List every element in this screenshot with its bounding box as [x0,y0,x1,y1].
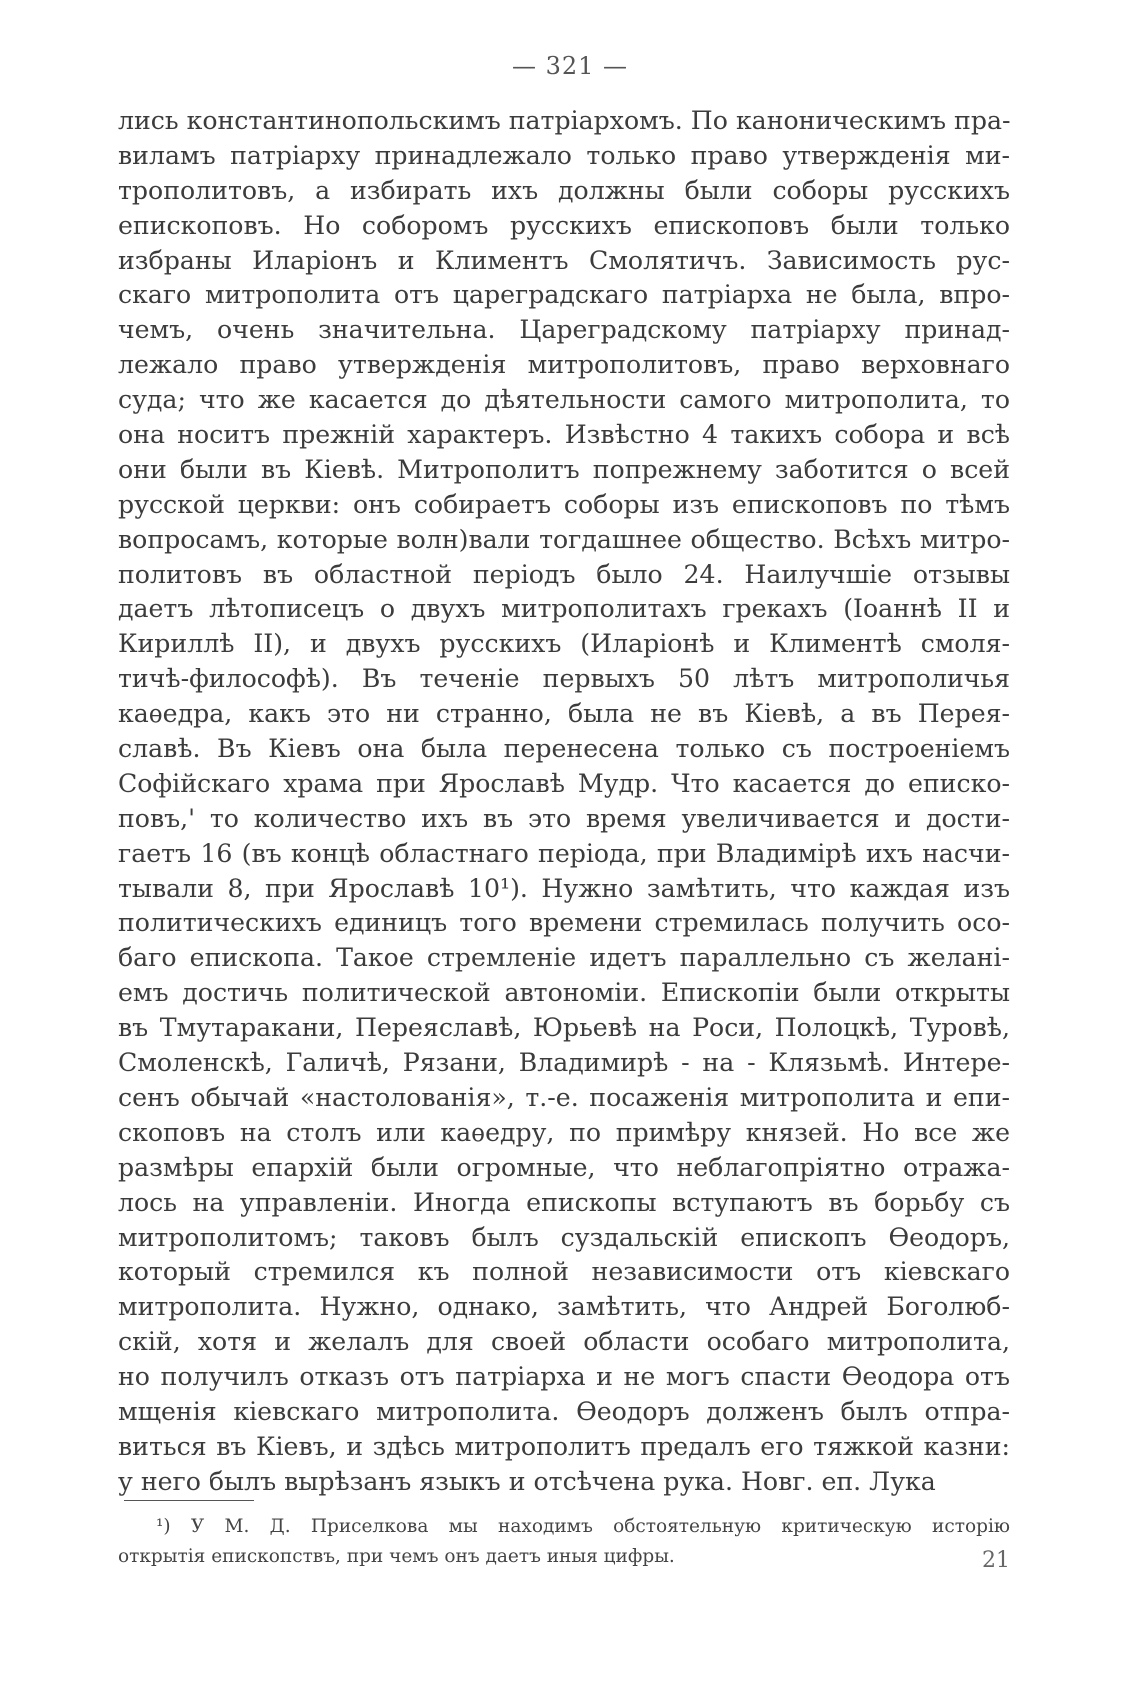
text-line: емъ достичь политической автономіи. Епископіи были открыты [118,978,1010,1008]
text-line: Кириллѣ II), и двухъ русскихъ (Иларіонѣ и Климентѣ смоля- [118,629,1010,659]
text-line: сенъ обычай «настолованія», т.-е. посаженія митрополита и епи- [118,1082,1010,1112]
text-line: суда; что же касается до дѣятельности самого митрополита, то [118,385,1010,415]
text-line: вопросамъ, которые волн)вали тогдашнее общество. Всѣхъ митро- [118,524,1010,554]
text-line: Софійскаго храма при Ярославѣ Мудр. Что касается до еписко- [118,768,1010,798]
text-line: каѳедра, какъ это ни странно, была не въ Кіевѣ, а въ Перея- [118,699,1010,729]
footnote-line: открытія епископствъ, при чемъ онъ даетъ иныя цифры. [118,1546,675,1567]
text-line: лежало право утвержденія митрополитовъ, право верховнаго [118,350,1010,380]
text-line: виламъ патріарху принадлежало только право утвержденія ми- [118,140,1010,170]
text-line: баго епископа. Такое стремленіе идетъ параллельно съ желані- [118,943,1010,973]
text-line: лось на управленіи. Иногда епископы вступаютъ въ борьбу съ [118,1187,1010,1217]
text-line: славѣ. Въ Кіевъ она была перенесена только съ построеніемъ [118,734,1010,764]
text-line: который стремился къ полной независимости отъ кіевскаго [118,1257,1010,1287]
text-line: повъ,' то количество ихъ въ это время увеличивается и дости- [118,803,1010,833]
text-line: епископовъ. Но соборомъ русскихъ епископовъ были только [118,210,1010,240]
text-line: они были въ Кіевѣ. Митрополитъ попрежнему заботится о всей [118,454,1010,484]
text-line: политическихъ единицъ того времени стремилась получить осо- [118,908,1010,938]
signature-mark: 21 [982,1548,1010,1573]
text-line: митрополитомъ; таковъ былъ суздальскій епископъ Ѳеодоръ, [118,1222,1010,1252]
text-line: русской церкви: онъ собираетъ соборы изъ епископовъ по тѣмъ [118,489,1010,519]
text-line: даетъ лѣтописецъ о двухъ митрополитахъ грекахъ (Іоаннѣ II и [118,594,1010,624]
text-line: у него былъ вырѣзанъ языкъ и отсѣчена рука. Новг. еп. Лука [118,1466,936,1496]
text-line: чемъ, очень значительна. Цареградскому патріарху принад- [118,315,1010,345]
main-text [118,104,1010,1500]
text-line: скаго митрополита отъ цареградскаго патріарха не была, впро- [118,280,1010,310]
text-line: мщенія кіевскаго митрополита. Ѳеодоръ долженъ былъ отпра- [118,1396,1010,1426]
text-line: виться въ Кіевъ, и здѣсь митрополитъ предалъ его тяжкой казни: [118,1431,1010,1461]
text-line: размѣры епархій были огромные, что неблагопріятно отража- [118,1152,1010,1182]
text-line: она носитъ прежній характеръ. Извѣстно 4 такихъ собора и всѣ [118,420,1010,450]
text-line: избраны Иларіонъ и Климентъ Смолятичъ. Зависимость рус- [118,245,1010,275]
text-line: тывали 8, при Ярославѣ 10¹). Нужно замѣтить, что каждая изъ [118,873,1010,903]
text-line: въ Тмутаракани, Переяславѣ, Юрьевѣ на Роси, Полоцкѣ, Туровѣ, [118,1013,1010,1043]
page-number: — 321 — [511,52,629,80]
text-line: гаетъ 16 (въ концѣ областнаго періода, при Владимірѣ ихъ насчи- [118,838,1010,868]
text-line: митрополита. Нужно, однако, замѣтить, что Андрей Боголюб- [118,1292,1010,1322]
text-line: скій, хотя и желалъ для своей области особаго митрополита, [118,1327,1010,1357]
footnote [118,1512,1010,1572]
footnote-line: ¹) У М. Д. Приселкова мы находимъ обстоятельную критическую исторію [156,1516,1010,1537]
text-line: скоповъ на столъ или каѳедру, по примѣру князей. Но все же [118,1117,1010,1147]
footnote-divider [124,1500,254,1501]
text-line: тичѣ-философѣ). Въ теченіе первыхъ 50 лѣтъ митрополичья [118,664,1010,694]
text-line: Смоленскѣ, Галичѣ, Рязани, Владимирѣ - на - Клязьмѣ. Интере- [118,1048,1010,1078]
text-line: политовъ въ областной періодъ было 24. Наилучшіе отзывы [118,559,1010,589]
text-line: трополитовъ, а избирать ихъ должны были соборы русскихъ [118,175,1010,205]
text-line: но получилъ отказъ отъ патріарха и не могъ спасти Ѳеодора отъ [118,1362,1010,1392]
text-line: лись константинопольскимъ патріархомъ. По каноническимъ пра- [118,106,1011,135]
